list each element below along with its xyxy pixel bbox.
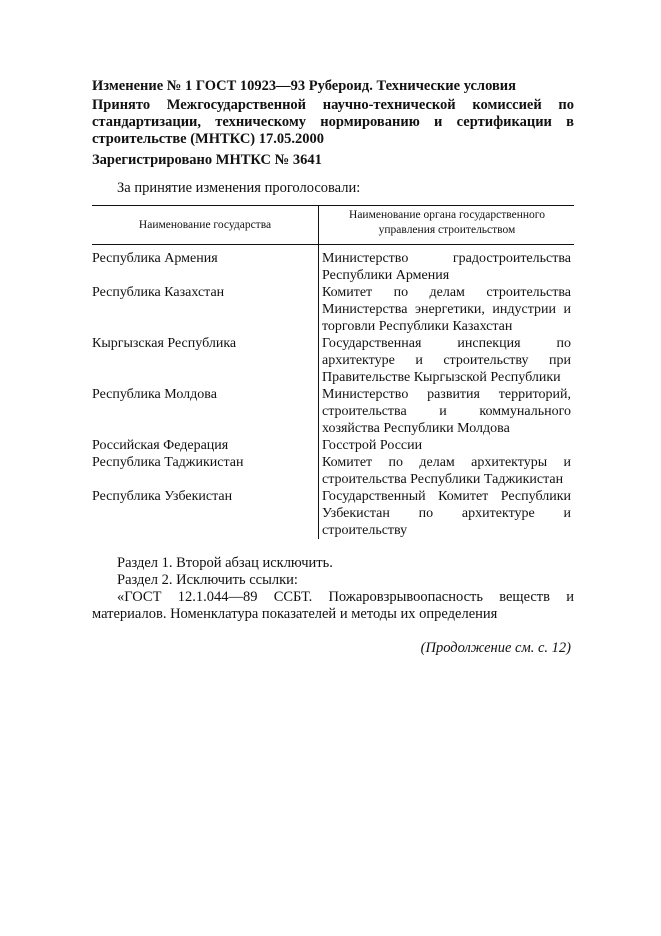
table-header-rule [92, 244, 574, 245]
column-header-organ: Наименование органа государственного управления строительством [349, 209, 545, 236]
table-top-rule [92, 205, 574, 206]
table-row-organ: Министерство развития территорий, строительства и коммунального хозяйства Республики Молдова [322, 387, 571, 436]
table-row-organ: Госстрой России [322, 438, 423, 453]
table-row-state: Республика Казахстан [92, 285, 225, 300]
body-paragraph: Раздел 2. Исключить ссылки: [117, 572, 298, 588]
adoption-note: Принято Межгосударственной научно-технической комиссией по стандартизации, техническому нормированию и сертификации в строительстве (МНТКС) 17.05.2000 [92, 97, 574, 147]
body-paragraph: «ГОСТ 12.1.044—89 ССБТ. Пожаровзрывоопасность веществ и материалов. Номенклатура показателей и методы их определения [92, 589, 574, 622]
table-row-state: Республика Узбекистан [92, 489, 233, 504]
body-paragraph: Раздел 1. Второй абзац исключить. [117, 555, 333, 571]
table-row-state: Республика Армения [92, 251, 218, 266]
table-row-state: Республика Молдова [92, 387, 217, 402]
continuation-note: (Продолжение см. с. 12) [420, 640, 571, 656]
table-row-organ: Министерство градостроительства Республики Армения [322, 251, 571, 283]
table-row-organ: Государственный Комитет Республики Узбекистан по архитектуре и строительству [322, 489, 571, 538]
document-title: Изменение № 1 ГОСТ 10923—93 Рубероид. Технические условия [92, 78, 516, 94]
table-row-state: Республика Таджикистан [92, 455, 244, 470]
table-column-divider [318, 205, 319, 539]
vote-intro: За принятие изменения проголосовали: [117, 180, 361, 196]
table-row-state: Российская Федерация [92, 438, 229, 453]
table-row-organ: Комитет по делам строительства Министерства энергетики, индустрии и торговли Республики Казахстан [322, 285, 571, 334]
registration-note: Зарегистрировано МНТКС № 3641 [92, 152, 322, 168]
table-row-state: Кыргызская Республика [92, 336, 237, 351]
column-header-state: Наименование государства [138, 219, 272, 231]
table-row-organ: Комитет по делам архитектуры и строительства Республики Таджикистан [322, 455, 571, 487]
table-row-organ: Государственная инспекция по архитектуре и строительству при Правительстве Кыргызской Республики [322, 336, 571, 385]
